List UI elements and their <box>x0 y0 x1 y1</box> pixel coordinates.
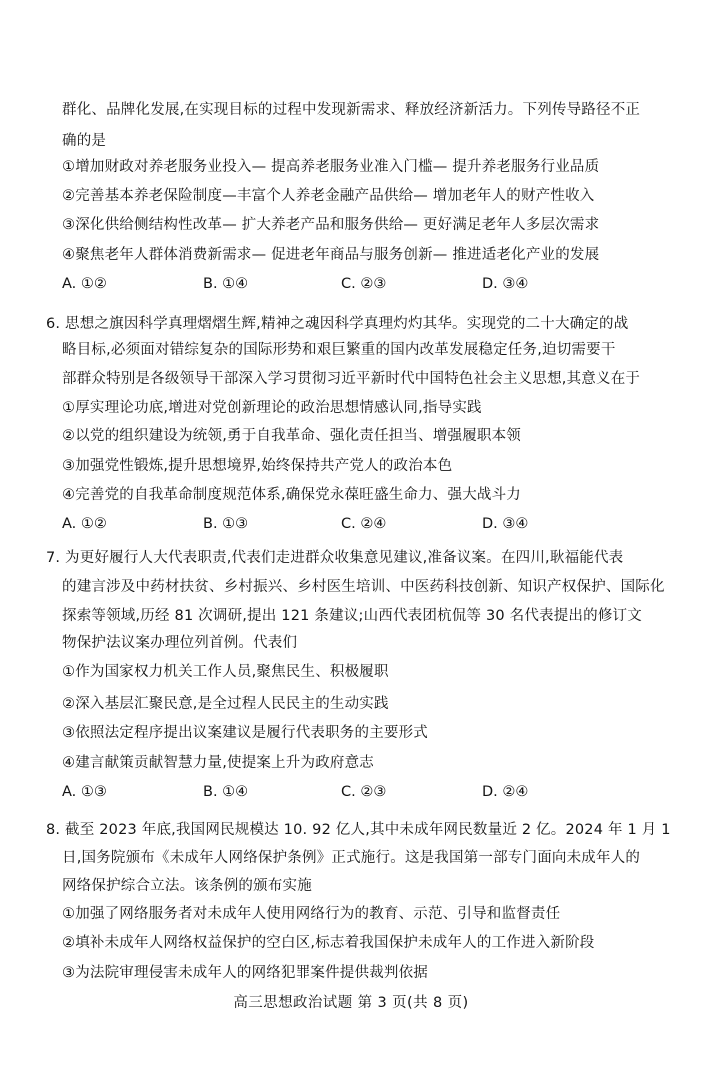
q7-stem-line: 7. 为更好履行人大代表职责,代表们走进群众收集意见建议,准备议案。在四川,耿福能代表 <box>46 550 624 566</box>
q7-statement: ②深入基层汇聚民意,是全过程人民民主的生动实践 <box>62 696 389 712</box>
q5-option-a[interactable]: A. ①② <box>62 276 107 292</box>
q8-statement: ③为法院审理侵害未成年人的网络犯罪案件提供裁判依据 <box>62 965 428 981</box>
q7-statement: ①作为国家权力机关工作人员,聚焦民生、积极履职 <box>62 664 389 680</box>
q8-statement: ①加强了网络服务者对未成年人使用网络行为的教育、示范、引导和监督责任 <box>62 906 561 922</box>
q6-statement: ②以党的组织建设为统领,勇于自我革命、强化责任担当、增强履职本领 <box>62 428 522 444</box>
q6-option-c[interactable]: C. ②④ <box>341 516 387 532</box>
q5-option-b[interactable]: B. ①④ <box>203 276 249 292</box>
q7-option-d[interactable]: D. ②④ <box>482 784 529 800</box>
q6-stem-line: 略目标,必须面对错综复杂的国际形势和艰巨繁重的国内改革发展稳定任务,迫切需要干 <box>62 342 616 358</box>
q5-options <box>62 274 682 294</box>
q5-statement: ②完善基本养老保险制度—丰富个人养老金融产品供给— 增加老年人的财产性收入 <box>62 188 595 204</box>
q5-option-d[interactable]: D. ③④ <box>482 276 529 292</box>
q7-stem-line: 物保护法议案办理位列首例。代表们 <box>62 635 298 651</box>
q6-option-a[interactable]: A. ①② <box>62 516 107 532</box>
q5-stem-line: 群化、品牌化发展,在实现目标的过程中发现新需求、释放经济新活力。下列传导路径不正 <box>62 102 641 118</box>
q8-stem-line: 网络保护综合立法。该条例的颁布实施 <box>62 878 312 894</box>
q8-statement: ②填补未成年人网络权益保护的空白区,标志着我国保护未成年人的工作进入新阶段 <box>62 935 595 951</box>
q5-statement: ③深化供给侧结构性改革— 扩大养老产品和服务供给— 更好满足老年人多层次需求 <box>62 217 600 233</box>
q5-statement: ①增加财政对养老服务业投入— 提高养老服务业准入门槛— 提升养老服务行业品质 <box>62 159 600 175</box>
q6-statement: ④完善党的自我革命制度规范体系,确保党永葆旺盛生命力、强大战斗力 <box>62 487 522 503</box>
q6-options <box>62 514 682 534</box>
q6-option-d[interactable]: D. ③④ <box>482 516 529 532</box>
q8-stem-line: 日,国务院颁布《未成年人网络保护条例》正式施行。这是我国第一部专门面向未成年人的 <box>62 850 641 866</box>
q7-statement: ④建言献策贡献智慧力量,使提案上升为政府意志 <box>62 755 375 771</box>
q8-stem-line: 8. 截至 2023 年底,我国网民规模达 10. 92 亿人,其中未成年网民数量近 2 亿。2024 年 1 月 1 <box>46 822 671 838</box>
q5-option-c[interactable]: C. ②③ <box>341 276 387 292</box>
q5-statement: ④聚焦老年人群体消费新需求— 促进老年商品与服务创新— 推进适老化产业的发展 <box>62 247 600 263</box>
q7-option-a[interactable]: A. ①③ <box>62 784 107 800</box>
q7-options <box>62 782 682 802</box>
q6-stem-line: 部群众特别是各级领导干部深入学习贯彻习近平新时代中国特色社会主义思想,其意义在于 <box>62 371 641 387</box>
q7-option-c[interactable]: C. ②③ <box>341 784 387 800</box>
q6-statement: ①厚实理论功底,增进对党创新理论的政治思想情感认同,指导实践 <box>62 400 482 416</box>
q7-statement: ③依照法定程序提出议案建议是履行代表职务的主要形式 <box>62 725 428 741</box>
q7-stem-line: 探索等领域,历经 81 次调研,提出 121 条建议;山西代表团杭侃等 30 名代表提出的修订文 <box>62 608 642 624</box>
q6-option-b[interactable]: B. ①③ <box>203 516 249 532</box>
q6-statement: ③加强党性锻炼,提升思想境界,始终保持共产党人的政治本色 <box>62 458 453 474</box>
page-footer: 高三思想政治试题 第 3 页(共 8 页) <box>233 995 469 1011</box>
q7-stem-line: 的建言涉及中药材扶贫、乡村振兴、乡村医生培训、中医药科技创新、知识产权保护、国际化 <box>62 579 665 595</box>
q5-stem-line: 确的是 <box>62 133 107 149</box>
q7-option-b[interactable]: B. ①④ <box>203 784 249 800</box>
q6-stem-line: 6. 思想之旗因科学真理熠熠生辉,精神之魂因科学真理灼灼其华。实现党的二十大确定的战 <box>46 316 629 332</box>
